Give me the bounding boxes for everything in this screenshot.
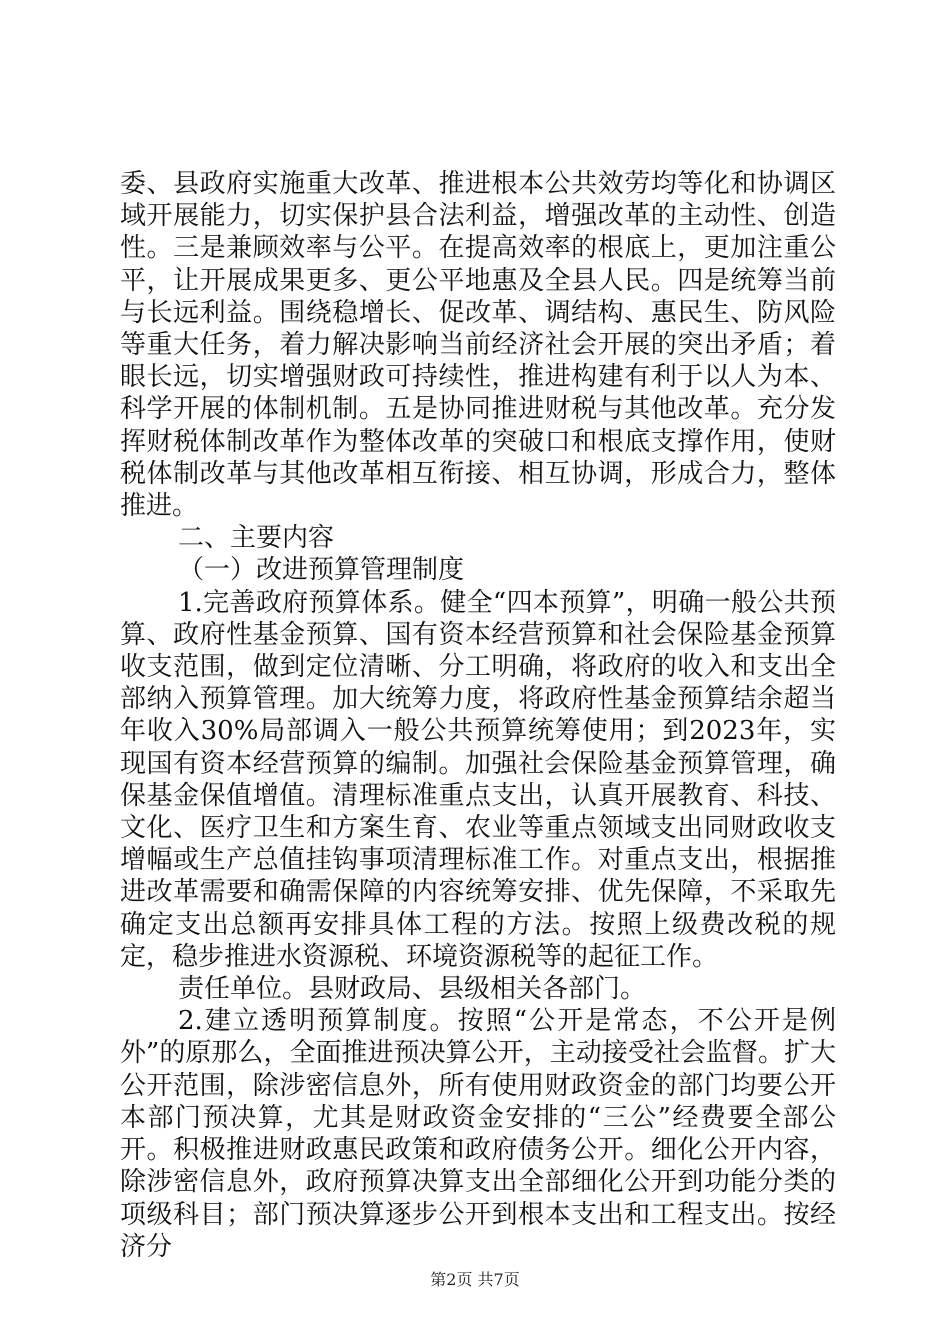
document-body bbox=[120, 168, 836, 1263]
responsible-units: 责任单位。县财政局、县级相关各部门。 bbox=[178, 974, 647, 1005]
page-number-footer: 第2页 共7页 bbox=[430, 1270, 520, 1289]
paragraph-continuation: 委、县政府实施重大改革、推进根本公共效劳均等化和协调区域开展能力，切实保护县合法利益，增强改革的主动性、创造性。三是兼顾效率与公平。在提高效率的根底上，更加注重公平，让开展成果更多、更公平地惠及全县人民。四是统筹当前与长远利益。围绕稳增长、促改革、调结构、惠民生、防风险等重大任务，着力解决影响当前经济社会开展的突出矛盾；着眼长远，切实增强财政可持续性，推进构建有利于以人为本、科学开展的体制机制。五是协同推进财税与其他改革。充分发挥财税体制改革作为整体改革的突破口和根底支撑作用，使财税体制改革与其他改革相互衔接、相互协调，形成合力，整体推进。 bbox=[120, 169, 836, 522]
subsection-heading: （一）改进预算管理制度 bbox=[178, 555, 465, 586]
paragraph-item-1: 1.完善政府预算体系。健全“四本预算”，明确一般公共预算、政府性基金预算、国有资本经营预算和社会保险基金预算收支范围，做到定位清晰、分工明确，将政府的收入和支出全部纳入预算管理。加大统筹力度，将政府性基金预算结余超当年收入30%局部调入一般公共预算统筹使用；到2023年，实现国有资本经营预算的编制。加强社会保险基金预算管理，确保基金保值增值。清理标准重点支出，认真开展教育、科技、文化、医疗卫生和方案生育、农业等重点领域支出同财政收支增幅或生产总值挂钩事项清理标准工作。对重点支出，根据推进改革需要和确需保障的内容统筹安排、优先保障，不采取先确定支出总额再安排具体工程的方法。按照上级费改税的规定，稳步推进水资源税、环境资源税等的起征工作。 bbox=[120, 587, 836, 972]
paragraph-item-2: 2.建立透明预算制度。按照“公开是常态，不公开是例外”的原那么，全面推进预决算公开，主动接受社会监督。扩大公开范围，除涉密信息外，所有使用财政资金的部门均要公开本部门预决算，尤其是财政资金安排的“三公”经费要全部公开。积极推进财政惠民政策和政府债务公开。细化公开内容，除涉密信息外，政府预算决算支出全部细化公开到功能分类的项级科目；部门预决算逐步公开到根本支出和工程支出。按经济分 bbox=[120, 1006, 836, 1262]
section-heading: 二、主要内容 bbox=[178, 523, 335, 554]
